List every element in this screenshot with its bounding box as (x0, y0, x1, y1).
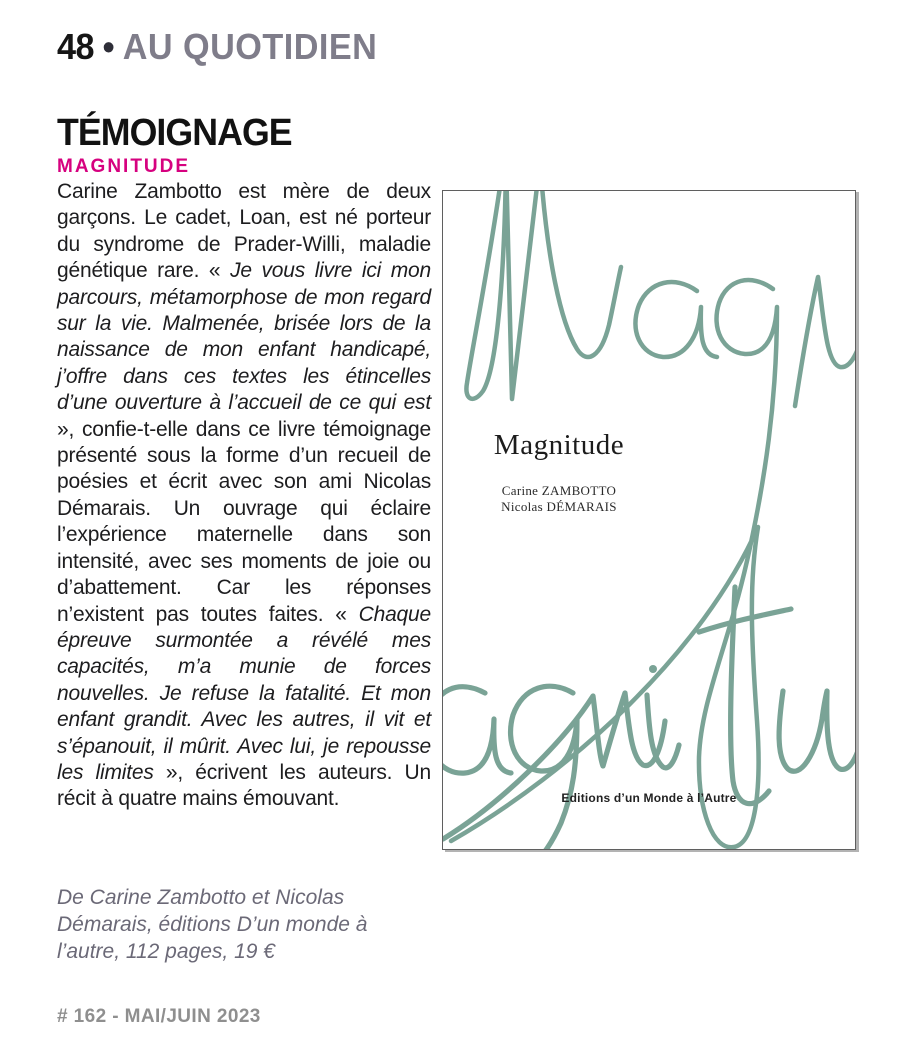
cursive-script-artwork (443, 191, 856, 850)
cover-book-title: Magnitude (493, 429, 625, 461)
script-letter-u (779, 691, 856, 771)
script-letter-M (466, 191, 621, 399)
book-cover (442, 190, 856, 850)
article-headline: MAGNITUDE (57, 156, 191, 177)
script-letter-a-bottom (443, 687, 511, 773)
script-letter-n-top (795, 277, 856, 406)
article-kicker: TÉMOIGNAGE (57, 112, 292, 154)
header-bullet-separator: • (102, 26, 115, 67)
script-word-bottom (443, 587, 856, 850)
cover-publisher: Editions d’un Monde à l’Autre (561, 791, 737, 805)
page-header (57, 26, 377, 68)
issue-footer: # 162 - MAI/JUIN 2023 (57, 1006, 261, 1027)
article-body: Carine Zambotto est mère de deux garçons. Le cadet, Loan, est né porteur du syndrome de Prader-Willi, maladie génétique rare. « Je vous livre ici mon parcours, métamorphose de mon regard sur la vie. Malmenée, brisée lors de la naissance de mon enfant handicapé, j’offre dans ces textes les étincelles d’une ouverture à l’accueil de ce qui est », confie-t-elle dans ce livre témoignage présenté sous la forme d’un recueil de poésies et écrit avec son ami Nicolas Démarais. Un ouvrage qui éclaire l’expérience maternelle dans son intensité, avec ses moments de joie ou d’abattement. Car les réponses n’existent pas toutes faites. « Chaque épreuve surmontée a révélé mes capacités, m’a munie de forces nouvelles. Je refuse la fatalité. Et mon enfant grandit. Avec les autres, il vit et s’épanouit, il mûrit. Avec lui, je repousse les limites », écrivent les auteurs. Un récit à quatre mains émouvant. (57, 180, 432, 811)
cover-author-1: Carine ZAMBOTTO (501, 483, 617, 498)
script-i-dot (649, 665, 657, 673)
cover-authors (457, 483, 661, 515)
section-title: AU QUOTIDIEN (122, 26, 378, 67)
script-letter-a-top (635, 282, 717, 357)
script-letter-t (699, 587, 791, 804)
cover-author-2: Nicolas DÉMARAIS (501, 499, 617, 514)
page-number: 48 (57, 26, 95, 67)
cover-title-block (457, 429, 661, 515)
article-credit: De Carine Zambotto et Nicolas Démarais, éditions D’un monde à l’autre, 112 pages, 19 € (57, 886, 368, 963)
script-letter-g-bottom (511, 686, 577, 850)
